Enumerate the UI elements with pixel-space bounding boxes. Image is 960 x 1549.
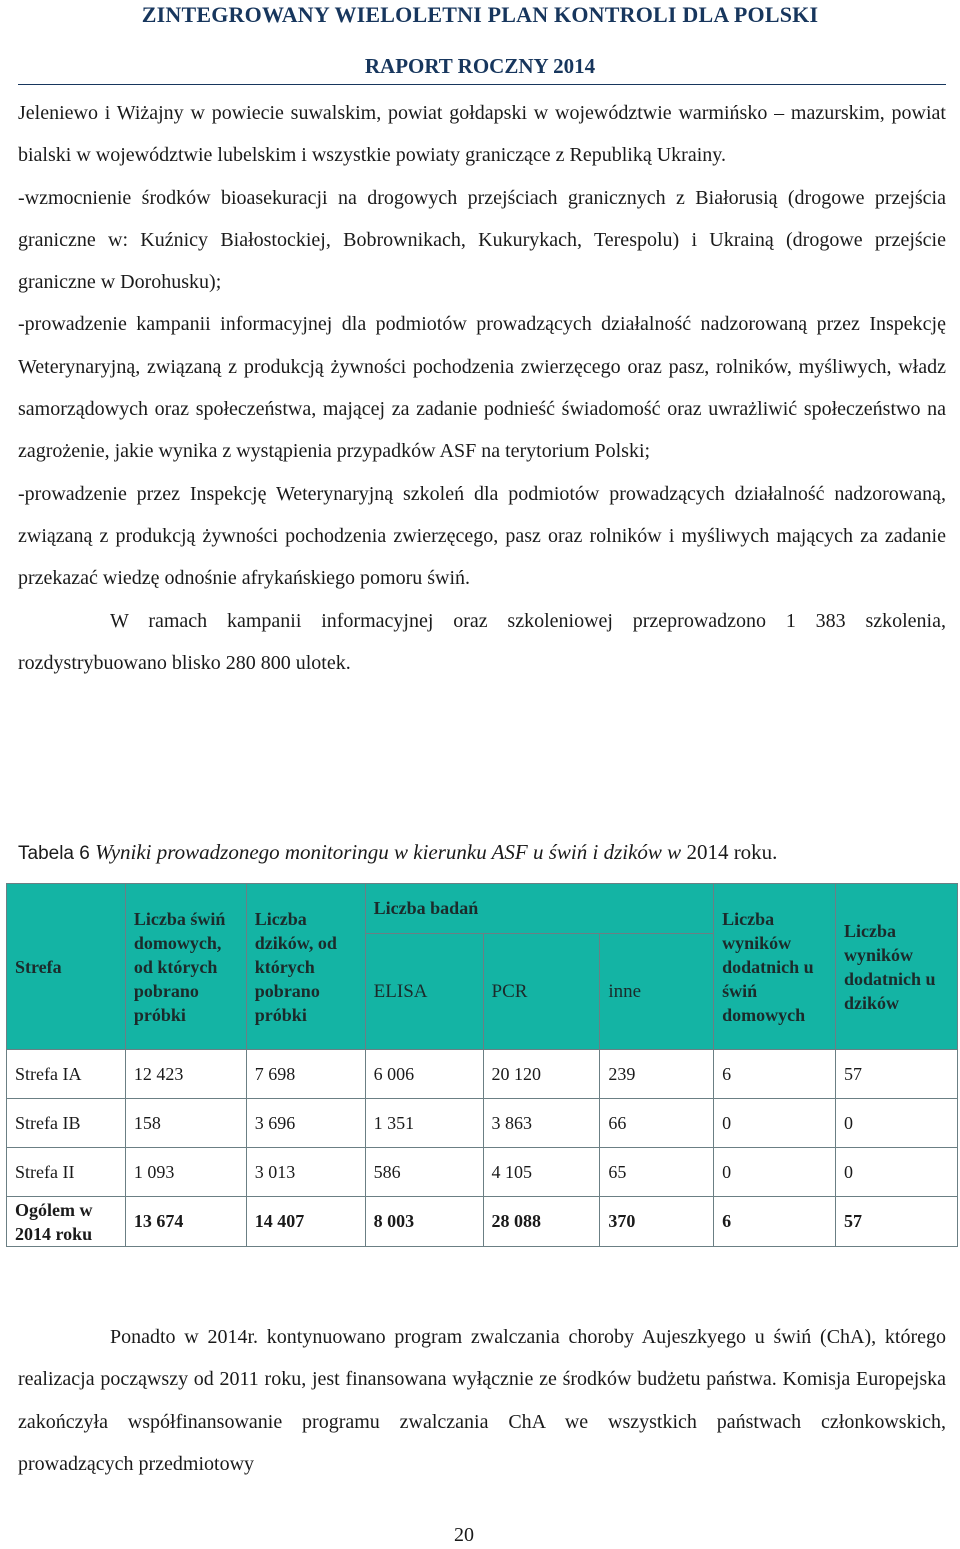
header-elisa: ELISA: [365, 934, 483, 1050]
paragraph-aujeszky: Ponadto w 2014r. kontynuowano program zwalczania choroby Aujeszkyego u świń (ChA), którego realizacja począwszy od 2011 roku, jest finansowana wyłącznie ze środków budżetu państwa. Komisja Europejska zakończyła współfinansowanie programu zwalczania ChA we wszystkich państwach członkowskich, prowadzących przedmiotowy: [18, 1326, 946, 1475]
cell-swinie: 1 093: [125, 1148, 246, 1197]
table-caption: [18, 840, 777, 865]
header-swinie: Liczba świń domowych, od których pobrano próbki: [125, 884, 246, 1050]
cell-dziki: 3 696: [246, 1099, 365, 1148]
cell-wyniki-dziki: 0: [836, 1148, 958, 1197]
paragraph-regions: Jeleniewo i Wiżajny w powiecie suwalskim, powiat gołdapski w województwie warmińsko – mazurskim, powiat bialski w województwie lubelskim i wszystkie powiaty graniczące z Republiką Ukrainy.: [18, 102, 946, 167]
table-row: [7, 1050, 958, 1099]
cell-dziki: 3 013: [246, 1148, 365, 1197]
cell-pcr: 4 105: [483, 1148, 600, 1197]
header-wyniki-swinie: Liczba wyników dodatnich u świń domowych: [714, 884, 836, 1050]
header-liczba-badan: Liczba badań: [365, 884, 713, 934]
cell-swinie: 13 674: [125, 1197, 246, 1247]
header-inne: inne: [600, 934, 714, 1050]
page-number: 20: [454, 1524, 474, 1546]
cell-wyniki-swinie: 6: [714, 1197, 836, 1247]
header-pcr: PCR: [483, 934, 600, 1050]
cell-elisa: 1 351: [365, 1099, 483, 1148]
caption-suffix: 2014 roku.: [686, 840, 778, 864]
cell-dziki: 14 407: [246, 1197, 365, 1247]
cell-wyniki-dziki: 57: [836, 1050, 958, 1099]
cell-inne: 370: [600, 1197, 714, 1247]
cell-strefa: Strefa IA: [7, 1050, 126, 1099]
cell-elisa: 586: [365, 1148, 483, 1197]
header-strefa: Strefa: [7, 884, 126, 1050]
caption-italic: Wyniki prowadzonego monitoringu w kierunku ASF u świń i dzików w: [95, 840, 687, 864]
cell-inne: 66: [600, 1099, 714, 1148]
cell-wyniki-dziki: 0: [836, 1099, 958, 1148]
cell-strefa: Strefa II: [7, 1148, 126, 1197]
cell-strefa: Ogólem w 2014 roku: [7, 1197, 126, 1247]
table-row: [7, 1148, 958, 1197]
cell-pcr: 3 863: [483, 1099, 600, 1148]
header-dziki: Liczba dzików, od których pobrano próbki: [246, 884, 365, 1050]
paragraph-bioasekuracja: -wzmocnienie środków bioasekuracji na drogowych przejściach granicznych z Białorusią (drogowe przejścia graniczne w: Kuźnicy Białostockiej, Bobrownikach, Kukurykach, Terespolu) i Ukrainą (drogowe przejście graniczne w Dorohusku);: [18, 186, 946, 294]
table-total-row: [7, 1197, 958, 1247]
caption-prefix: Tabela 6: [18, 843, 96, 864]
cell-wyniki-swinie: 0: [714, 1099, 836, 1148]
asf-results-table: [6, 883, 958, 1247]
body-text: [18, 92, 946, 684]
cell-wyniki-dziki: 57: [836, 1197, 958, 1247]
cell-strefa: Strefa IB: [7, 1099, 126, 1148]
paragraph-summary: W ramach kampanii informacyjnej oraz szkoleniowej przeprowadzono 1 383 szkolenia, rozdystrybuowano blisko 280 800 ulotek.: [18, 609, 946, 674]
closing-text: [18, 1316, 946, 1485]
header-wyniki-dziki: Liczba wyników dodatnich u dzików: [836, 884, 958, 1050]
cell-pcr: 28 088: [483, 1197, 600, 1247]
report-subtitle: RAPORT ROCZNY 2014: [364, 54, 596, 78]
cell-inne: 65: [600, 1148, 714, 1197]
cell-elisa: 6 006: [365, 1050, 483, 1099]
paragraph-szkolenia: -prowadzenie przez Inspekcję Weterynaryjną szkoleń dla podmiotów prowadzących działalność nadzorowaną, związaną z produkcją żywności pochodzenia zwierzęcego, pasz oraz rolników i myśliwych mających za zadanie przekazać wiedzę odnośnie afrykańskiego pomoru świń.: [18, 482, 946, 590]
cell-wyniki-swinie: 6: [714, 1050, 836, 1099]
cell-dziki: 7 698: [246, 1050, 365, 1099]
cell-elisa: 8 003: [365, 1197, 483, 1247]
cell-swinie: 12 423: [125, 1050, 246, 1099]
report-title: ZINTEGROWANY WIELOLETNI PLAN KONTROLI DLA POLSKI: [141, 2, 819, 27]
cell-inne: 239: [600, 1050, 714, 1099]
paragraph-kampania: -prowadzenie kampanii informacyjnej dla podmiotów prowadzących działalność nadzorowaną przez Inspekcję Weterynaryjną, związaną z produkcją żywności pochodzenia zwierzęcego oraz pasz, rolników, myśliwych, władz samorządowych oraz społeczeństwa, mającej za zadanie podnieść świadomość oraz uwrażliwić społeczeństwo na zagrożenie, jakie wynika z wystąpienia przypadków ASF na terytorium Polski;: [18, 313, 946, 463]
cell-swinie: 158: [125, 1099, 246, 1148]
table-row: [7, 1099, 958, 1148]
header-divider: [18, 84, 946, 85]
cell-pcr: 20 120: [483, 1050, 600, 1099]
cell-wyniki-swinie: 0: [714, 1148, 836, 1197]
